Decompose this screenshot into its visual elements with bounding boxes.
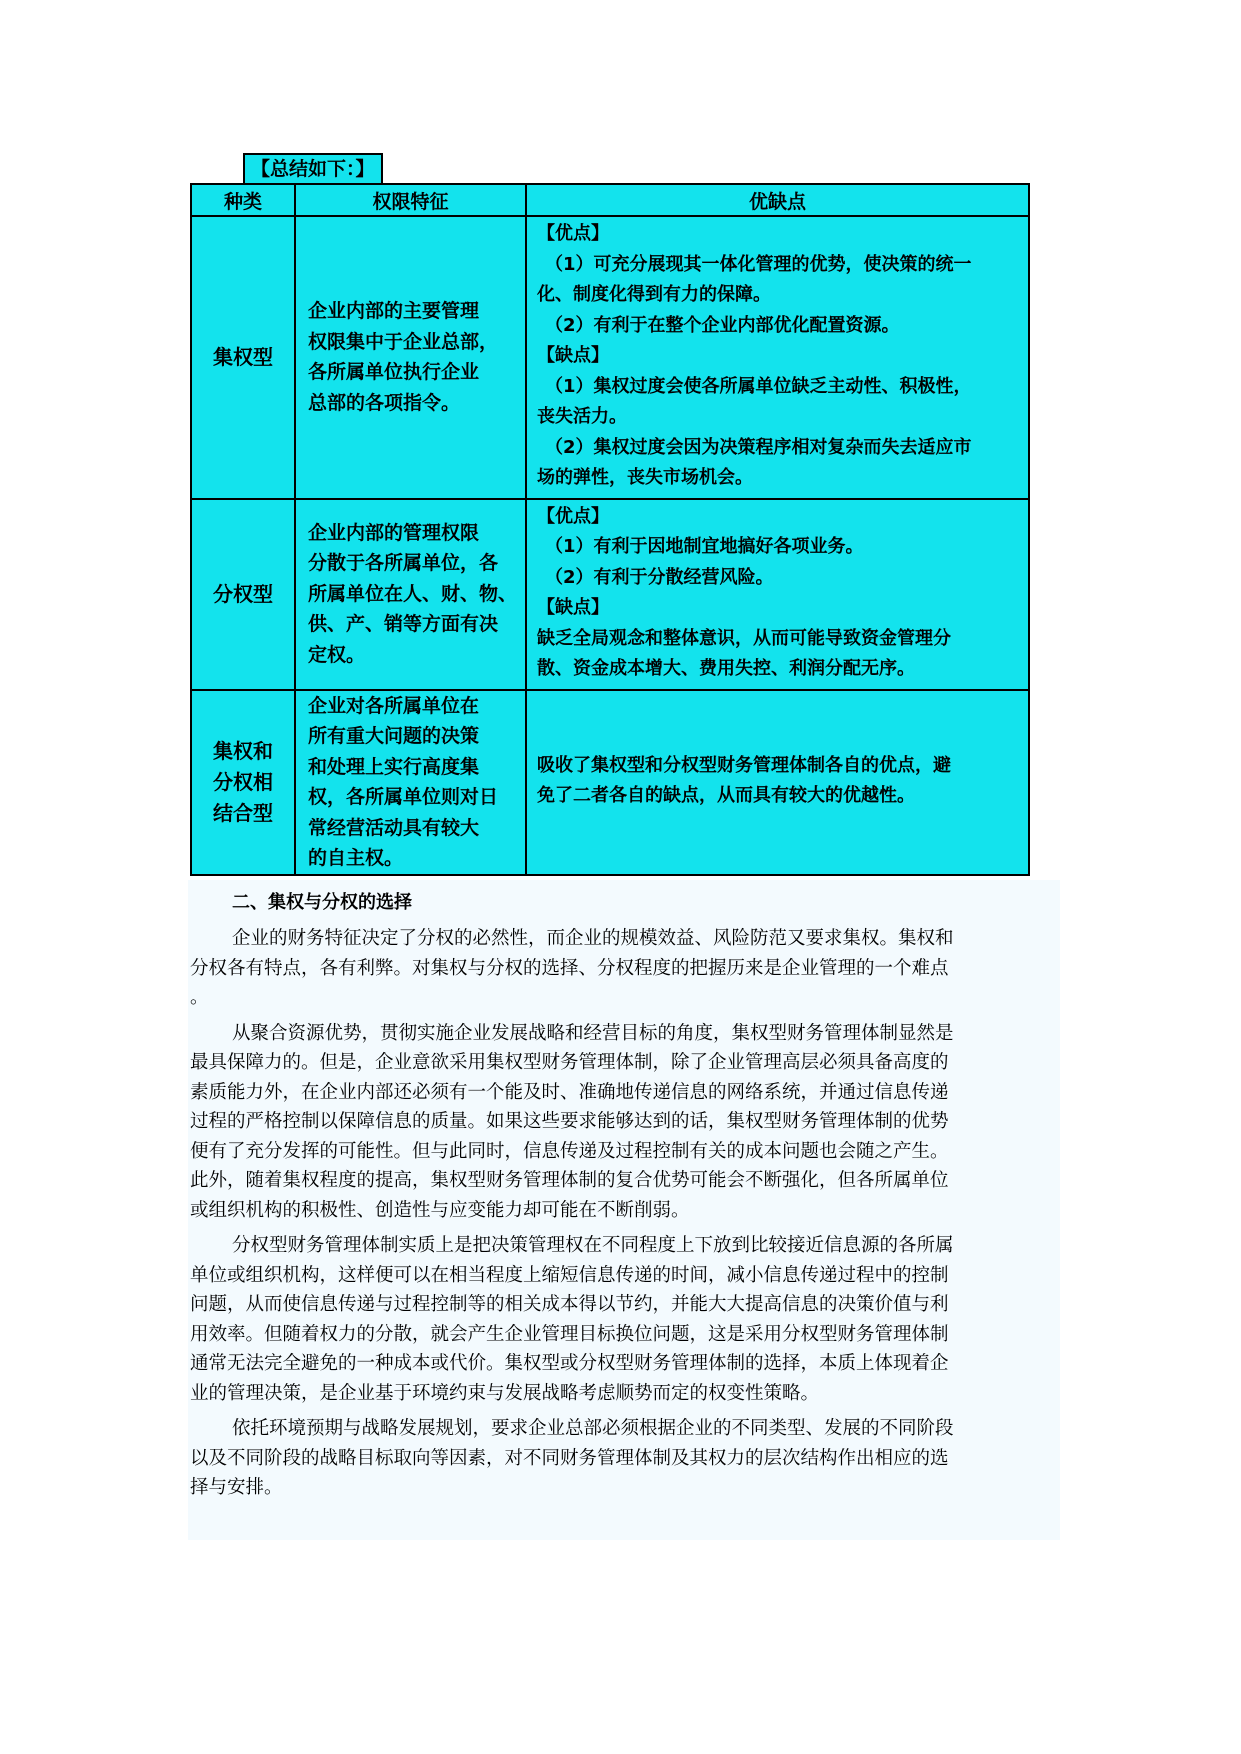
feature-cell-line: 所有重大问题的决策 (308, 725, 480, 747)
pros-cons-cell-line: （1）可充分展现其一体化管理的优势，使决策的统一 (545, 253, 972, 275)
feature-cell-line: 和处理上实行高度集 (308, 755, 480, 778)
paragraph-line: 企业的财务特征决定了分权的必然性，而企业的规模效益、风险防范又要求集权。集权和 (232, 928, 954, 949)
paragraph-line: 分权各有特点，各有利弊。对集权与分权的选择、分权程度的把握历来是企业管理的一个难点 (190, 957, 949, 979)
table-row (191, 216, 1029, 499)
feature-cell-line: 供、产、销等方面有决 (308, 613, 499, 636)
comparison-table (190, 183, 1030, 876)
pros-cons-cell-line: （2）有利于在整个企业内部优化配置资源。 (545, 314, 900, 336)
pros-cons-cell-line: 【缺点】 (537, 597, 610, 618)
feature-cell (295, 499, 526, 690)
pros-cons-cell-line: （2）有利于分散经营风险。 (545, 566, 774, 588)
paragraph-line: 通常无法完全避免的一种成本或代价。集权型或分权型财务管理体制的选择，本质上体现着企 (190, 1353, 949, 1374)
table-header-row (191, 184, 1029, 216)
paragraph-line: 依托环境预期与战略发展规划，要求企业总部必须根据企业的不同类型、发展的不同阶段 (232, 1418, 954, 1439)
type-cell-line: 分权相 (213, 769, 273, 794)
paragraph-line: 择与安排。 (190, 1477, 283, 1498)
pros-cons-cell (526, 499, 1029, 690)
section-title: 二、集权与分权的选择 (232, 892, 412, 913)
pros-cons-cell-line: 【缺点】 (537, 345, 610, 366)
paragraph (190, 1408, 1050, 1503)
summary-label: 【总结如下：】 (243, 153, 383, 183)
paragraph (190, 1013, 1050, 1226)
pros-cons-cell-line: （1）集权过度会使各所属单位缺乏主动性、积极性， (545, 375, 972, 397)
pros-cons-cell-line: 免了二者各自的缺点，从而具有较大的优越性。 (537, 785, 916, 806)
feature-cell (295, 216, 526, 499)
pros-cons-cell-line: 化、制度化得到有力的保障。 (537, 284, 772, 305)
feature-cell-line: 定权。 (308, 643, 366, 666)
paragraph-line: 或组织机构的积极性、创造性与应变能力却可能在不断削弱。 (190, 1199, 690, 1221)
paragraph-line: 分权型财务管理体制实质上是把决策管理权在不同程度上下放到比较接近信息源的各所属 (232, 1235, 954, 1256)
body-text (190, 880, 1050, 1503)
feature-cell-line: 总部的各项指令。 (308, 391, 461, 414)
type-cell (191, 690, 295, 875)
table-body (191, 216, 1029, 875)
type-cell-line: 分权型 (213, 581, 273, 606)
pros-cons-cell-line: （1）有利于因地制宜地搞好各项业务。 (545, 536, 864, 557)
feature-cell-line: 所属单位在人、财、物、 (308, 582, 518, 605)
feature-cell-line: 分散于各所属单位，各 (308, 552, 499, 575)
pros-cons-cell-line: （2）集权过度会因为决策程序相对复杂而失去适应市 (545, 436, 972, 458)
paragraph (190, 918, 1050, 1013)
pros-cons-cell-line: 场的弹性，丧失市场机会。 (537, 467, 754, 488)
paragraph-line: 从聚合资源优势，贯彻实施企业发展战略和经营目标的角度，集权型财务管理体制显然是 (232, 1022, 954, 1044)
pros-cons-cell-line: 【优点】 (537, 505, 610, 527)
feature-cell-line: 企业内部的主要管理 (308, 300, 480, 323)
paragraph-list (190, 918, 1050, 1503)
paragraph-line: 素质能力外，在企业内部还必须有一个能及时、准确地传递信息的网络系统，并通过信息传递 (190, 1081, 949, 1103)
feature-cell-line: 权，各所属单位则对日 (308, 786, 499, 808)
feature-cell-line: 常经营活动具有较大 (308, 816, 480, 839)
pros-cons-cell-line: 散、资金成本增大、费用失控、利润分配无序。 (537, 658, 916, 679)
paragraph-line: 业的管理决策，是企业基于环境约束与发展战略考虑顺势而定的权变性策略。 (190, 1382, 820, 1404)
pros-cons-cell (526, 216, 1029, 499)
paragraph (190, 1225, 1050, 1408)
header-feature: 权限特征 (295, 184, 526, 216)
type-cell (191, 216, 295, 499)
header-type: 种类 (191, 184, 295, 216)
table-row (191, 690, 1029, 875)
paragraph-line: 单位或组织机构，这样便可以在相当程度上缩短信息传递的时间，减小信息传递过程中的控制 (190, 1264, 949, 1286)
paragraph-line: 便有了充分发挥的可能性。但与此同时，信息传递及过程控制有关的成本问题也会随之产生。 (190, 1140, 949, 1162)
feature-cell-line: 权限集中于企业总部， (308, 330, 499, 353)
paragraph-line: 以及不同阶段的战略目标取向等因素，对不同财务管理体制及其权力的层次结构作出相应的选 (190, 1447, 949, 1469)
feature-cell (295, 690, 526, 875)
pros-cons-cell-line: 缺乏全局观念和整体意识，从而可能导致资金管理分 (537, 627, 952, 649)
type-cell-line: 结合型 (213, 800, 273, 825)
paragraph-line: 最具保障力的。但是，企业意欲采用集权型财务管理体制，除了企业管理高层必须具备高度的 (190, 1052, 949, 1073)
header-pros-cons: 优缺点 (526, 184, 1029, 216)
feature-cell-line: 企业对各所属单位在 (308, 694, 480, 717)
paragraph-line: 问题，从而使信息传递与过程控制等的相关成本得以节约，并能大大提高信息的决策价值与利 (190, 1294, 949, 1315)
feature-cell-line: 的自主权。 (308, 847, 404, 869)
type-cell-line: 集权和 (213, 738, 273, 763)
paragraph-line: 过程的严格控制以保障信息的质量。如果这些要求能够达到的话，集权型财务管理体制的优势 (190, 1111, 949, 1132)
pros-cons-cell-line: 吸收了集权型和分权型财务管理体制各自的优点，避 (537, 754, 952, 776)
pros-cons-cell-line: 【优点】 (537, 223, 610, 244)
feature-cell-line: 企业内部的管理权限 (308, 521, 480, 544)
paragraph-line: 此外，随着集权程度的提高，集权型财务管理体制的复合优势可能会不断强化，但各所属单位 (190, 1170, 949, 1191)
pros-cons-cell (526, 690, 1029, 875)
type-cell-line: 集权型 (213, 344, 273, 369)
paragraph-line: 。 (190, 987, 209, 1008)
pros-cons-cell-line: 丧失活力。 (537, 406, 628, 427)
table-row (191, 499, 1029, 690)
paragraph-line: 用效率。但随着权力的分散，就会产生企业管理目标换位问题，这是采用分权型财务管理体制 (190, 1323, 949, 1345)
feature-cell-line: 各所属单位执行企业 (308, 361, 480, 384)
type-cell (191, 499, 295, 690)
